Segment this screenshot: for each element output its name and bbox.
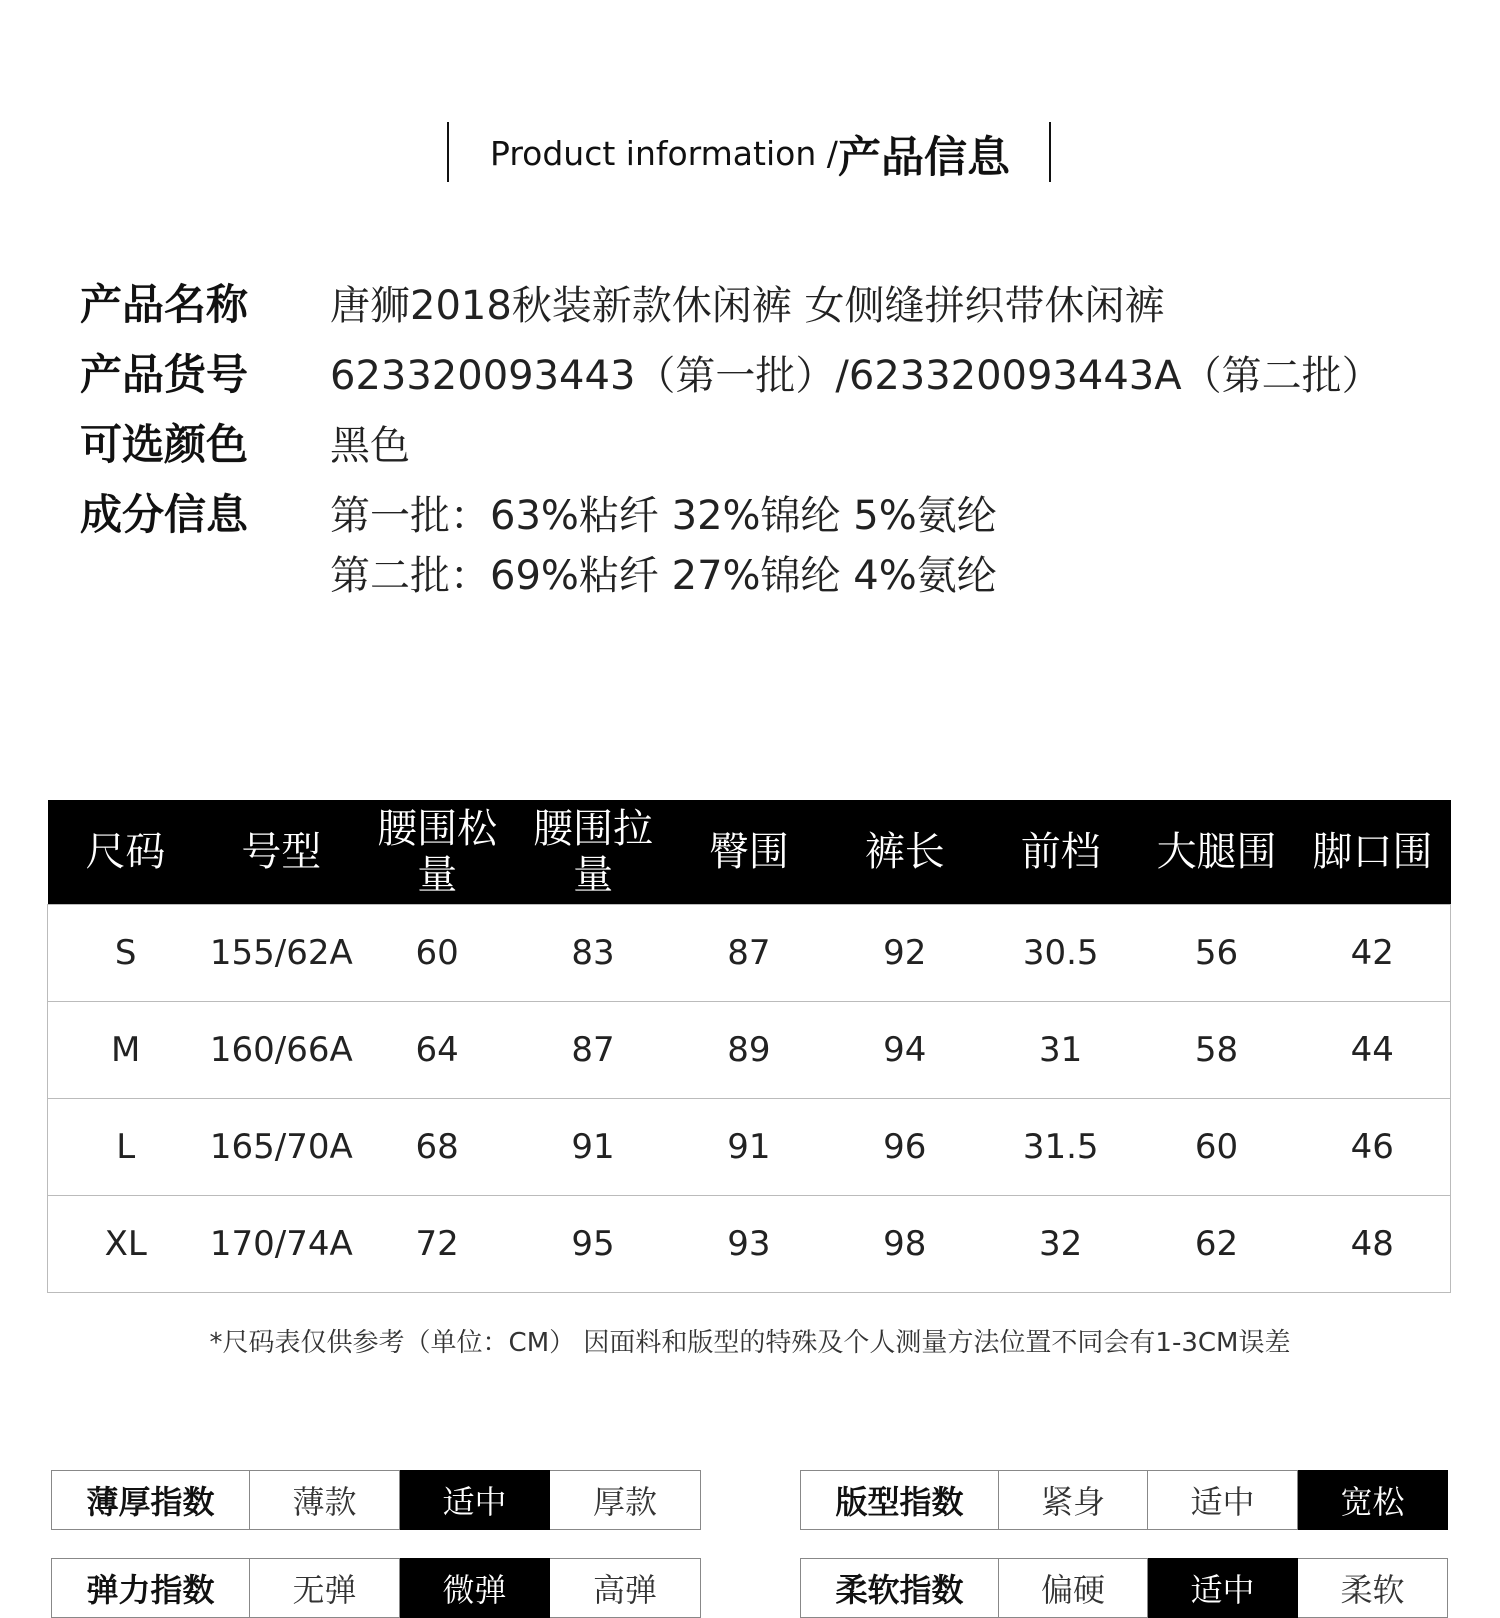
table-cell: 32 bbox=[983, 1196, 1139, 1293]
table-cell: 91 bbox=[515, 1099, 671, 1196]
info-label: 成分信息 bbox=[80, 490, 249, 539]
table-cell: 68 bbox=[359, 1099, 515, 1196]
table-row bbox=[48, 1196, 1451, 1293]
table-cell: XL bbox=[48, 1196, 204, 1293]
table-cell: 93 bbox=[671, 1196, 827, 1293]
table-cell: 95 bbox=[515, 1196, 671, 1293]
table-cell: 72 bbox=[359, 1196, 515, 1293]
index-option: 适中 bbox=[400, 1471, 550, 1530]
info-row-sku bbox=[80, 342, 1480, 412]
index-label: 弹力指数 bbox=[52, 1559, 250, 1618]
table-row bbox=[48, 905, 1451, 1002]
header-title-cn: 产品信息 bbox=[838, 133, 1010, 183]
col-header: 裤长 bbox=[827, 800, 983, 905]
table-cell: 83 bbox=[515, 905, 671, 1002]
info-value: 623320093443（第一批）/623320093443A（第二批） bbox=[330, 353, 1382, 399]
section-header bbox=[0, 118, 1500, 184]
table-cell: 60 bbox=[359, 905, 515, 1002]
size-table-header bbox=[48, 800, 1451, 905]
index-option: 适中 bbox=[1148, 1559, 1298, 1618]
table-cell: 96 bbox=[827, 1099, 983, 1196]
product-info bbox=[80, 272, 1480, 599]
index-label: 版型指数 bbox=[801, 1471, 999, 1530]
table-row bbox=[48, 1002, 1451, 1099]
table-cell: 170/74A bbox=[203, 1196, 359, 1293]
table-cell: 91 bbox=[671, 1099, 827, 1196]
thickness-index bbox=[51, 1470, 701, 1530]
softness-index bbox=[800, 1558, 1448, 1618]
elasticity-index bbox=[51, 1558, 701, 1618]
col-header: 号型 bbox=[203, 800, 359, 905]
table-cell: L bbox=[48, 1099, 204, 1196]
index-option: 微弹 bbox=[400, 1559, 550, 1618]
header-title-en: Product information / bbox=[490, 134, 838, 173]
table-cell: M bbox=[48, 1002, 204, 1099]
table-cell: 87 bbox=[515, 1002, 671, 1099]
table-cell: 31.5 bbox=[983, 1099, 1139, 1196]
table-cell: 60 bbox=[1139, 1099, 1295, 1196]
index-option: 薄款 bbox=[250, 1471, 400, 1530]
header-right-bar bbox=[1049, 122, 1051, 182]
index-label: 薄厚指数 bbox=[52, 1471, 250, 1530]
col-header: 前档 bbox=[983, 800, 1139, 905]
col-header: 臀围 bbox=[671, 800, 827, 905]
table-cell: 58 bbox=[1139, 1002, 1295, 1099]
info-value: 第二批：69%粘纤 27%锦纶 4%氨纶 bbox=[330, 553, 997, 599]
table-cell: 64 bbox=[359, 1002, 515, 1099]
index-option: 无弹 bbox=[250, 1559, 400, 1618]
size-table bbox=[47, 800, 1451, 1293]
table-cell: 31 bbox=[983, 1002, 1139, 1099]
table-cell: 46 bbox=[1295, 1099, 1451, 1196]
info-row-color bbox=[80, 412, 1480, 482]
info-row-name bbox=[80, 272, 1480, 342]
table-cell: 48 bbox=[1295, 1196, 1451, 1293]
table-cell: 92 bbox=[827, 905, 983, 1002]
index-option: 偏硬 bbox=[999, 1559, 1148, 1618]
table-cell: 56 bbox=[1139, 905, 1295, 1002]
index-option: 高弹 bbox=[550, 1559, 701, 1618]
info-row-composition bbox=[80, 482, 1480, 599]
table-row bbox=[48, 1099, 1451, 1196]
info-label: 可选颜色 bbox=[80, 420, 249, 469]
table-cell: 165/70A bbox=[203, 1099, 359, 1196]
index-option: 厚款 bbox=[550, 1471, 701, 1530]
table-cell: 98 bbox=[827, 1196, 983, 1293]
table-cell: 87 bbox=[671, 905, 827, 1002]
info-label: 产品货号 bbox=[80, 350, 249, 399]
header-left-bar bbox=[447, 122, 449, 182]
index-option: 紧身 bbox=[999, 1471, 1148, 1530]
table-cell: S bbox=[48, 905, 204, 1002]
col-header: 尺码 bbox=[48, 800, 204, 905]
col-header: 腰围拉量 bbox=[515, 800, 671, 905]
table-cell: 160/66A bbox=[203, 1002, 359, 1099]
col-header: 腰围松量 bbox=[359, 800, 515, 905]
info-value: 黑色 bbox=[330, 423, 410, 469]
index-option: 适中 bbox=[1148, 1471, 1298, 1530]
table-cell: 30.5 bbox=[983, 905, 1139, 1002]
index-option: 柔软 bbox=[1298, 1559, 1448, 1618]
table-cell: 94 bbox=[827, 1002, 983, 1099]
table-cell: 155/62A bbox=[203, 905, 359, 1002]
fit-index bbox=[800, 1470, 1448, 1530]
size-note: *尺码表仅供参考（单位：CM） 因面料和版型的特殊及个人测量方法位置不同会有1-3CM误差 bbox=[209, 1328, 1291, 1358]
index-label: 柔软指数 bbox=[801, 1559, 999, 1618]
info-label: 产品名称 bbox=[80, 280, 249, 329]
col-header: 脚口围 bbox=[1295, 800, 1451, 905]
info-value: 唐狮2018秋装新款休闲裤 女侧缝拼织带休闲裤 bbox=[330, 283, 1165, 329]
index-option: 宽松 bbox=[1298, 1471, 1448, 1530]
table-cell: 44 bbox=[1295, 1002, 1451, 1099]
table-cell: 89 bbox=[671, 1002, 827, 1099]
table-cell: 62 bbox=[1139, 1196, 1295, 1293]
info-value: 第一批：63%粘纤 32%锦纶 5%氨纶 bbox=[330, 493, 997, 539]
col-header: 大腿围 bbox=[1139, 800, 1295, 905]
table-cell: 42 bbox=[1295, 905, 1451, 1002]
